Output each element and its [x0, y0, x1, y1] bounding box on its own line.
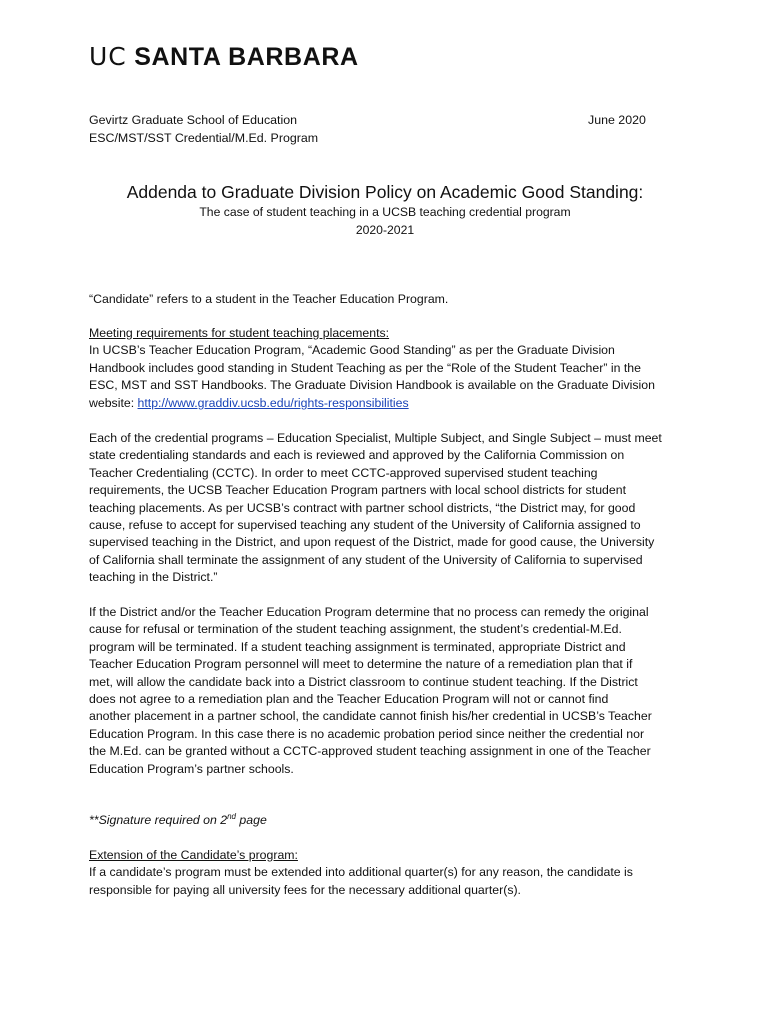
paragraph-line: of California shall terminate the assignment of any student of the University of California to supervised — [89, 552, 643, 567]
district-termination-paragraph — [89, 604, 681, 778]
paragraph-line: supervised teaching in the District, and upon request of the District, made for good cause, the University — [89, 535, 655, 550]
signature-prefix: **Signature required on 2 — [89, 813, 228, 827]
extension-line: responsible for paying all university fees for the necessary additional quarter(s). — [89, 882, 521, 897]
paragraph-line: requirements, the UCSB Teacher Education Program partners with local school districts for student — [89, 483, 626, 498]
credential-programs-paragraph — [89, 430, 681, 587]
link-prefix: website: — [89, 395, 138, 410]
meeting-link-line — [89, 395, 681, 412]
meeting-requirements-section — [89, 325, 681, 412]
extension-heading: Extension of the Candidate’s program: — [89, 848, 298, 862]
extension-line: If a candidate’s program must be extended into additional quarter(s) for any reason, the candidate is — [89, 865, 633, 880]
document-date: June 2020 — [588, 113, 646, 127]
document-subtitle — [0, 204, 770, 239]
meeting-line: In UCSB’s Teacher Education Program, “Academic Good Standing” as per the Graduate Division — [89, 343, 615, 358]
ucsb-logo — [89, 42, 359, 72]
signature-superscript: nd — [227, 811, 237, 821]
paragraph-line: Education Program. In this case there is no academic probation period since neither the credential nor — [89, 726, 645, 741]
paragraph-line: state credentialing standards and each is reviewed and approved by the California Commission on — [89, 448, 625, 463]
logo-uc: UC — [89, 42, 127, 71]
school-info — [89, 112, 318, 147]
signature-suffix: page — [236, 813, 267, 827]
academic-years: 2020-2021 — [355, 222, 415, 237]
paragraph-line: teaching placements. As per UCSB’s contract with partner school districts, “the District may, for good — [89, 500, 636, 515]
paragraph-line: Teacher Credentialing (CCTC). In order to meet CCTC-approved supervised student teaching — [89, 465, 598, 480]
paragraph-line: teaching in the District.” — [89, 570, 218, 585]
paragraph-line: Each of the credential programs – Education Specialist, Multiple Subject, and Single Subject – must meet — [89, 431, 662, 445]
paragraph-line: Education Program’s partner schools. — [89, 761, 294, 776]
document-title: Addenda to Graduate Division Policy on Academic Good Standing: — [126, 182, 644, 202]
logo-santa-barbara: SANTA BARBARA — [134, 43, 359, 71]
paragraph-line: does not agree to a remediation plan and the Teacher Education Program will not or cannot find — [89, 692, 609, 707]
meeting-line: Handbook includes good standing in Student Teaching as per the “Role of the Student Teacher” in the — [89, 360, 641, 375]
school-name: Gevirtz Graduate School of Education — [89, 113, 298, 127]
paragraph-line: another placement in a partner school, the candidate cannot finish his/her credential in UCSB’s Teacher — [89, 709, 652, 724]
candidate-definition: “Candidate” refers to a student in the Teacher Education Program. — [89, 292, 449, 306]
graddiv-link[interactable]: http://www.graddiv.ucsb.edu/rights-responsibilities — [137, 395, 409, 410]
program-name: ESC/MST/SST Credential/M.Ed. Program — [89, 130, 319, 145]
paragraph-line: If the District and/or the Teacher Education Program determine that no process can remedy the original — [89, 605, 649, 619]
meeting-line: ESC, MST and SST Handbooks. The Graduate Division Handbook is available on the Graduate Division — [89, 378, 655, 393]
signature-note — [89, 812, 681, 829]
paragraph-line: cause for refusal or termination of the student teaching assignment, the student’s credential-M.Ed. — [89, 622, 622, 637]
paragraph-line: met, will allow the candidate back into a District classroom to continue student teaching. If the District — [89, 674, 638, 689]
paragraph-line: program will be terminated. If a student teaching assignment is terminated, appropriate District and — [89, 639, 626, 654]
paragraph-line: cause, refuse to accept for supervised teaching any student of the University of California assigned to — [89, 518, 641, 533]
meeting-requirements-heading: Meeting requirements for student teaching placements: — [89, 326, 390, 340]
extension-section — [89, 847, 681, 899]
paragraph-line: the M.Ed. can be granted without a CCTC-approved student teaching assignment in one of the Teacher — [89, 744, 651, 759]
paragraph-line: Teacher Education Program personnel will meet to determine the nature of a remediation plan that if — [89, 657, 633, 672]
subtitle-text: The case of student teaching in a UCSB teaching credential program — [199, 205, 571, 219]
